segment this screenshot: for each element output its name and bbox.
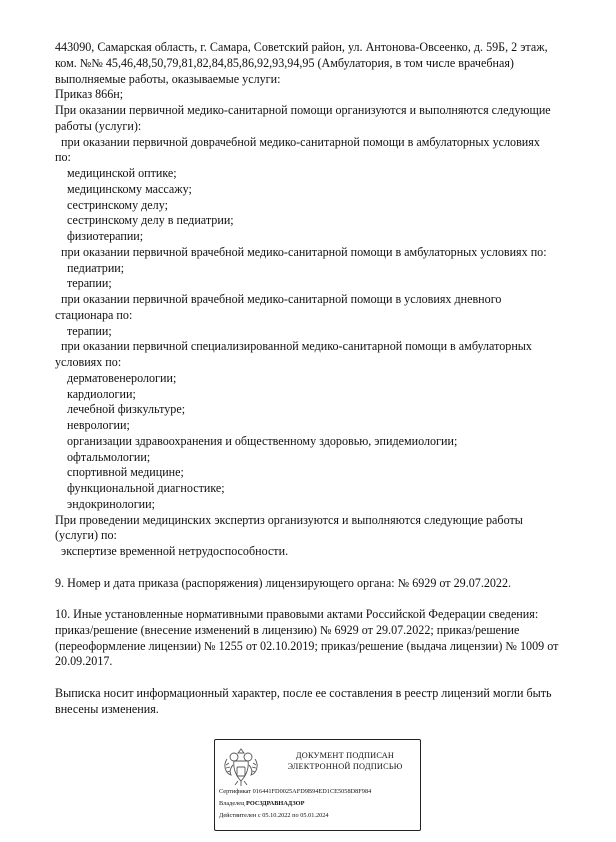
validity-line: Действителен с 05.10.2022 по 05.01.2024	[219, 812, 329, 819]
text-line: по:	[55, 150, 71, 165]
text-line: внесены изменения.	[55, 701, 159, 716]
text-line: терапии;	[67, 276, 112, 291]
certificate-line	[219, 787, 371, 796]
text-line: выполняемые работы, оказываемые услуги:	[55, 71, 281, 86]
owner-label: Владелец	[219, 800, 245, 807]
text-line: 20.09.2017.	[55, 654, 113, 669]
text-line: спортивной медицине;	[67, 465, 184, 480]
text-line: физиотерапии;	[67, 229, 144, 243]
text-line: при оказании первичной врачебной медико-санитарной помощи в условиях дневного	[61, 292, 502, 306]
certificate-label: Сертификат	[219, 788, 252, 795]
paragraph-gap	[55, 670, 590, 686]
text-line: условиях по:	[55, 355, 122, 369]
text-line: педиатрии;	[67, 260, 125, 275]
text-line: при оказании первичной доврачебной медико-санитарной помощи в амбулаторных условиях	[61, 134, 540, 149]
electronic-signature-stamp	[214, 739, 421, 831]
text-line: работы (услуги):	[55, 118, 142, 133]
text-line: кардиологии;	[67, 386, 136, 401]
certificate-value: 016441FD0025AFD9B94ED1CE5058D8F984	[252, 788, 372, 795]
text-line: при оказании первичной специализированной медико-санитарной помощи в амбулаторных	[61, 339, 532, 354]
stamp-title	[275, 750, 415, 772]
document-body	[55, 40, 590, 717]
text-line: При проведении медицинских экспертиз организуются и выполняются следующие работы	[55, 512, 523, 527]
stamp-title-line1: ДОКУМЕНТ ПОДПИСАН	[295, 751, 395, 760]
owner-line	[219, 799, 304, 808]
text-line: 443090, Самарская область, г. Самара, Советский район, ул. Антонова-Овсеенко, д. 59Б, 2 этаж,	[55, 40, 548, 54]
text-line: медицинской оптике;	[67, 166, 177, 180]
text-line: терапии;	[67, 323, 112, 338]
text-line: дерматовенерологии;	[67, 370, 177, 385]
owner-value: РОСЗДРАВНАДЗОР	[246, 800, 305, 807]
paragraph-gap	[55, 560, 590, 576]
coat-of-arms-icon	[221, 745, 261, 787]
text-line: при оказании первичной врачебной медико-санитарной помощи в амбулаторных условиях по:	[61, 244, 547, 259]
text-line: сестринскому делу;	[67, 197, 168, 212]
text-line: (переоформление лицензии) № 1255 от 02.10.2019; приказ/решение (выдача лицензии) № 1009 от	[55, 638, 559, 653]
text-line: офтальмологии;	[67, 449, 151, 464]
text-line: функциональной диагностике;	[67, 481, 225, 495]
text-line: организации здравоохранения и общественному здоровью, эпидемиологии;	[67, 433, 458, 448]
text-line: 10. Иные установленные нормативными правовыми актами Российской Федерации сведения:	[55, 607, 539, 621]
text-line: стационара по:	[55, 307, 133, 322]
text-line: ком. №№ 45,46,48,50,79,81,82,84,85,86,92,93,94,95 (Амбулатория, в том числе врачебная)	[55, 55, 514, 70]
text-line: При оказании первичной медико-санитарной помощи организуются и выполняются следующие	[55, 103, 551, 117]
text-line: (услуги) по:	[55, 528, 117, 543]
text-line: Приказ 866н;	[55, 87, 124, 102]
text-line: лечебной физкультуре;	[67, 402, 186, 417]
text-line: неврологии;	[67, 418, 130, 432]
stamp-title-line2: ЭЛЕКТРОННОЙ ПОДПИСЬЮ	[287, 762, 403, 771]
text-line: сестринскому делу в педиатрии;	[67, 213, 234, 228]
text-line: экспертизе временной нетрудоспособности.	[61, 544, 289, 558]
text-line: медицинскому массажу;	[67, 181, 192, 196]
text-line: 9. Номер и дата приказа (распоряжения) лицензирующего органа: № 6929 от 29.07.2022.	[55, 575, 512, 590]
text-line: Выписка носит информационный характер, после ее составления в реестр лицензий могли быть	[55, 685, 552, 700]
text-line: приказ/решение (внесение изменений в лицензию) № 6929 от 29.07.2022; приказ/решение	[55, 622, 520, 637]
paragraph-gap	[55, 591, 590, 607]
text-line: эндокринологии;	[67, 496, 155, 511]
